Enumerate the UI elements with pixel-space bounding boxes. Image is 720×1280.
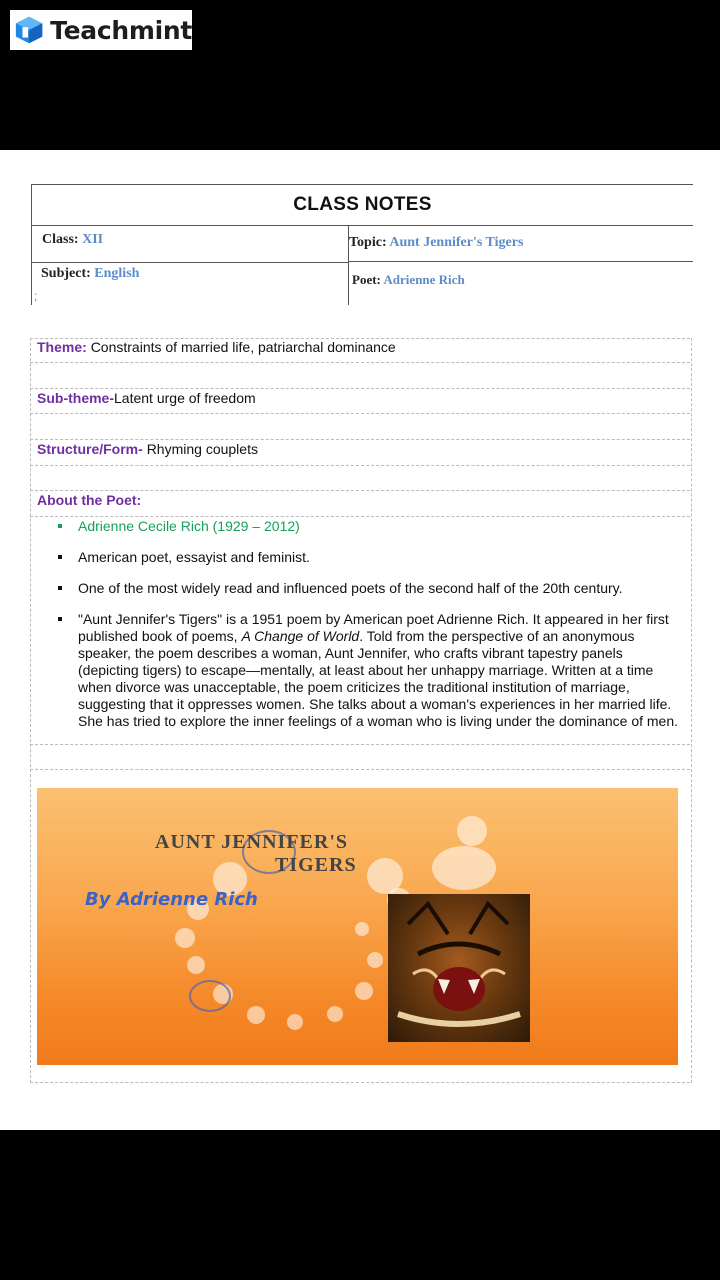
list-item-text: Adrienne Cecile Rich (1929 – 2012) — [78, 518, 300, 534]
tiger-face-icon — [388, 894, 530, 1042]
poet-value: Adrienne Rich — [383, 272, 465, 287]
list-item — [58, 518, 682, 535]
banner-byline: By Adrienne Rich — [85, 889, 258, 910]
divider — [30, 769, 690, 770]
structure-label: Structure/Form — [37, 441, 139, 457]
poem-banner-image — [37, 788, 678, 1065]
topic-value: Aunt Jennifer's Tigers — [389, 235, 524, 250]
about-heading: About the Poet: — [37, 492, 142, 508]
poet-cell: Poet: Adrienne Rich — [352, 272, 465, 287]
tiger-photo — [388, 894, 530, 1042]
poet-label: Poet — [352, 272, 377, 287]
list-item-text — [78, 611, 682, 730]
theme-label: Theme — [37, 339, 83, 355]
class-notes-title: CLASS NOTES — [32, 185, 693, 226]
list-item — [58, 611, 682, 730]
bullet-icon — [58, 555, 62, 559]
subtheme-row: Sub-theme-Latent urge of freedom — [37, 390, 256, 406]
subject-value: English — [94, 266, 140, 281]
poem-text-start: "Aunt Jennifer's Tigers" is a 1951 poem by American poet Adrienne Rich. It appeared in her first published book of poems, — [78, 611, 669, 644]
divider — [30, 516, 690, 517]
divider — [30, 388, 690, 389]
class-label: Class — [42, 232, 74, 247]
subject-cell: Subject: English — [41, 266, 140, 281]
stray-mark: ; — [34, 289, 38, 303]
divider — [30, 744, 690, 745]
divider — [30, 490, 690, 491]
banner-title-line1: AUNT JENNIFER'S — [155, 831, 348, 853]
class-notes-header-table — [31, 184, 693, 305]
divider — [30, 413, 690, 414]
divider — [30, 465, 690, 466]
subject-label: Subject — [41, 266, 87, 281]
topic-cell: Topic: Aunt Jennifer's Tigers — [349, 235, 524, 250]
list-item-text: One of the most widely read and influenced poets of the second half of the 20th century. — [78, 580, 623, 596]
divider — [30, 1082, 690, 1083]
banner-title-line2: TIGERS — [275, 854, 357, 876]
poem-text-end: . Told from the perspective of an anonymous speaker, the poem describes a woman, Aunt Jennifer, who crafts vibrant tapestry panels (depicting tigers) to escape—mentally, at least about her unhappy marriage. Written at a time when divorce was unacceptable, the poem criticizes the traditional institution of marriage, suggesting that it oppresses women. She talks about a woman's experiences in her married life. She has tried to explore the inner feelings of a woman who is living under the dominance of men. — [78, 628, 679, 729]
divider — [30, 362, 690, 363]
structure-value: Rhyming couplets — [146, 441, 258, 457]
topic-label: Topic — [349, 235, 382, 250]
list-item — [58, 580, 682, 597]
list-item-text: American poet, essayist and feminist. — [78, 549, 310, 565]
header-divider — [32, 262, 348, 263]
header-divider — [349, 261, 693, 262]
theme-row: Theme: Constraints of married life, patriarchal dominance — [37, 339, 396, 355]
bullet-icon — [58, 586, 62, 590]
teachmint-logo-icon — [14, 15, 44, 45]
brand-name: Teachmint — [50, 15, 192, 45]
subtheme-label: Sub-theme — [37, 390, 110, 406]
theme-value: Constraints of married life, patriarchal dominance — [90, 339, 396, 355]
list-item — [58, 549, 682, 566]
document-page — [0, 150, 720, 1130]
subtheme-value: Latent urge of freedom — [114, 390, 256, 406]
bullet-icon — [58, 524, 62, 528]
class-value: XII — [82, 232, 104, 247]
structure-row: Structure/Form- Rhyming couplets — [37, 441, 258, 457]
divider — [30, 439, 690, 440]
book-title: A Change of World — [241, 628, 360, 644]
teachmint-logo — [10, 10, 192, 50]
class-cell: Class: XII — [42, 232, 104, 247]
bullet-icon — [58, 617, 62, 621]
